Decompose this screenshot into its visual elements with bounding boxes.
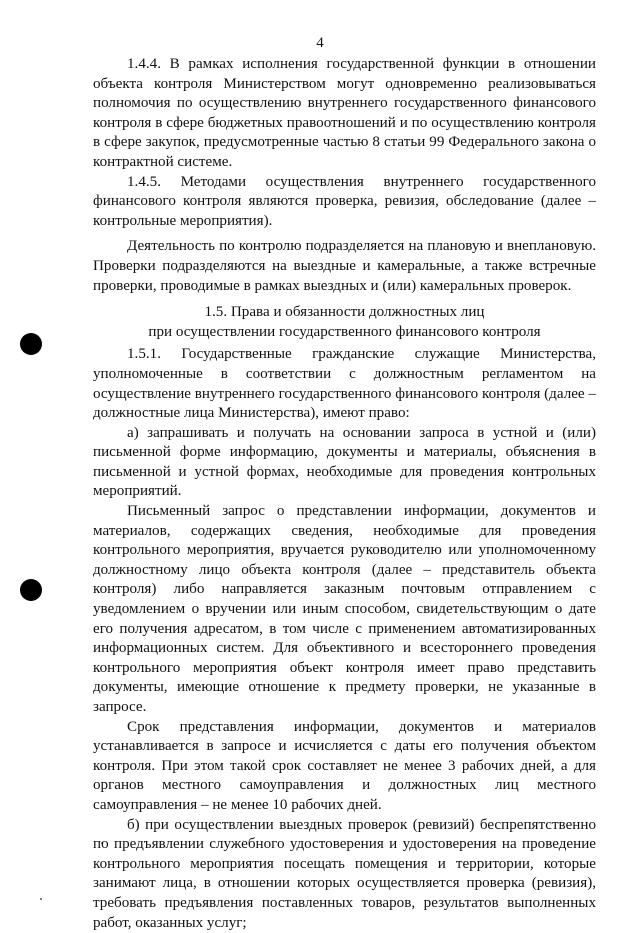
page-number: 4 bbox=[316, 35, 324, 51]
scan-speck bbox=[40, 898, 42, 900]
paragraph-written-request: Письменный запрос о представлении информации, документов и материалов, содержащих сведения, необходимые для проведения контрольного мероприятия, вручается руководителю или уполномоченному должностному лицо объекта контроля (далее – представитель объекта контроля) либо направляется заказным почтовым отправлением с уведомлением о вручении или иным способом, свидетельствующим о дате его получения адресатом, в том числе с применением автоматизированных информационных систем. Для объективного и всестороннего проведения контрольного мероприятия объект контроля имеет право представить документы, имеющие отношение к предмету проверки, не указанные в запросе. bbox=[93, 503, 596, 715]
paragraph-1-4-4: 1.4.4. В рамках исполнения государственной функции в отношении объекта контроля Министерством могут одновременно реализовываться полномочия по осуществлению внутреннего государственного финансового контроля в сфере бюджетных правоотношений и по осуществлению контроля в сфере закупок, предусмотренные частью 8 статьи 99 Федерального закона о контрактной системе. bbox=[93, 56, 596, 170]
section-heading-line: 1.5. Права и обязанности должностных лиц bbox=[204, 304, 485, 321]
paragraph-deadline: Срок представления информации, документов и материалов устанавливается в запросе и исчисляется с даты его получения объектом контроля. При этом такой срок составляет не менее 3 рабочих дней, а для органов местного самоуправления и должностных лиц местного самоуправления – не менее 10 рабочих дней. bbox=[93, 718, 596, 813]
paragraph-1-5-1: 1.5.1. Государственные гражданские служащие Министерства, уполномоченные в соответствии с должностным регламентом на осуществление внутреннего государственного финансового контроля (далее – должностные лица Министерства), имеют право: bbox=[93, 346, 596, 422]
paragraph-1-4-5: 1.4.5. Методами осуществления внутреннего государственного финансового контроля являются проверка, ревизия, обследование (далее – контрольные мероприятия). bbox=[93, 173, 596, 229]
paragraph-right-b: б) при осуществлении выездных проверок (ревизий) беспрепятственно по предъявлении служебного удостоверения и удостоверения на проведение контрольного мероприятия посещать помещения и территории, которые занимают лица, в отношении которых осуществляется проверка (ревизия), требовать предъявления поставленных товаров, результатов выполненных работ, оказанных услуг; bbox=[93, 816, 596, 931]
section-heading-1-5 bbox=[93, 303, 596, 342]
section-heading-line: при осуществлении государственного финансового контроля bbox=[148, 323, 541, 340]
punch-hole-mark bbox=[20, 333, 42, 355]
paragraph-control-activity: Деятельность по контролю подразделяется на плановую и внеплановую. Проверки подразделяются на выездные и камеральные, а также встречные проверки, проводимые в рамках выездных и (или) камеральных проверок. bbox=[93, 238, 596, 294]
punch-hole-mark bbox=[20, 579, 42, 601]
document-body bbox=[93, 55, 596, 933]
paragraph-right-a: а) запрашивать и получать на основании запроса в устной и (или) письменной форме информацию, документы и материалы, объяснения в письменной и устной формах, необходимые для проведения контрольных мероприятий. bbox=[93, 424, 596, 500]
